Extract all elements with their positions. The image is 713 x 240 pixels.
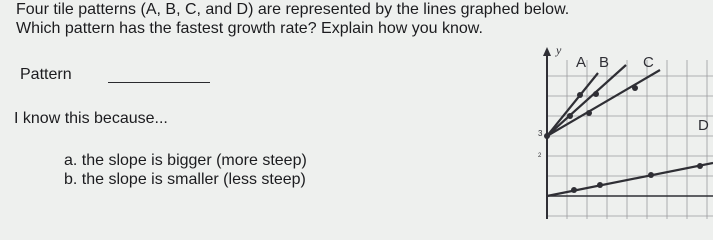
- line-point: [586, 110, 592, 116]
- line-point: [648, 172, 654, 178]
- line-point: [544, 133, 550, 139]
- y-axis-label: y: [556, 43, 562, 57]
- line-a: [547, 73, 598, 136]
- line-label-d: D: [698, 117, 709, 134]
- tick-label-2: 2: [538, 153, 542, 159]
- pattern-label: Pattern: [20, 66, 72, 83]
- tick-label-3: 3: [538, 129, 543, 138]
- y-axis-arrow: [543, 47, 551, 56]
- line-label-b: B: [599, 54, 610, 71]
- line-label-c: C: [643, 54, 654, 71]
- line-point: [632, 85, 638, 91]
- option-a: a. the slope is bigger (more steep): [64, 152, 307, 169]
- line-point: [697, 163, 703, 169]
- question-line-1: Four tile patterns (A, B, C, and D) are represented by the lines graphed below.: [16, 1, 570, 18]
- line-c: [547, 70, 660, 136]
- line-label-a: A: [576, 54, 587, 71]
- line-point: [597, 182, 603, 188]
- line-point: [577, 92, 583, 98]
- reason-prompt: I know this because...: [14, 110, 168, 127]
- line-point: [571, 187, 577, 193]
- line-point: [567, 113, 573, 119]
- graph-axes: [543, 47, 713, 219]
- line-point: [593, 91, 599, 97]
- question-line-2: Which pattern has the fastest growth rate? Explain how you know.: [16, 20, 483, 37]
- graph-grid: [547, 60, 713, 219]
- option-b: b. the slope is smaller (less steep): [64, 171, 306, 188]
